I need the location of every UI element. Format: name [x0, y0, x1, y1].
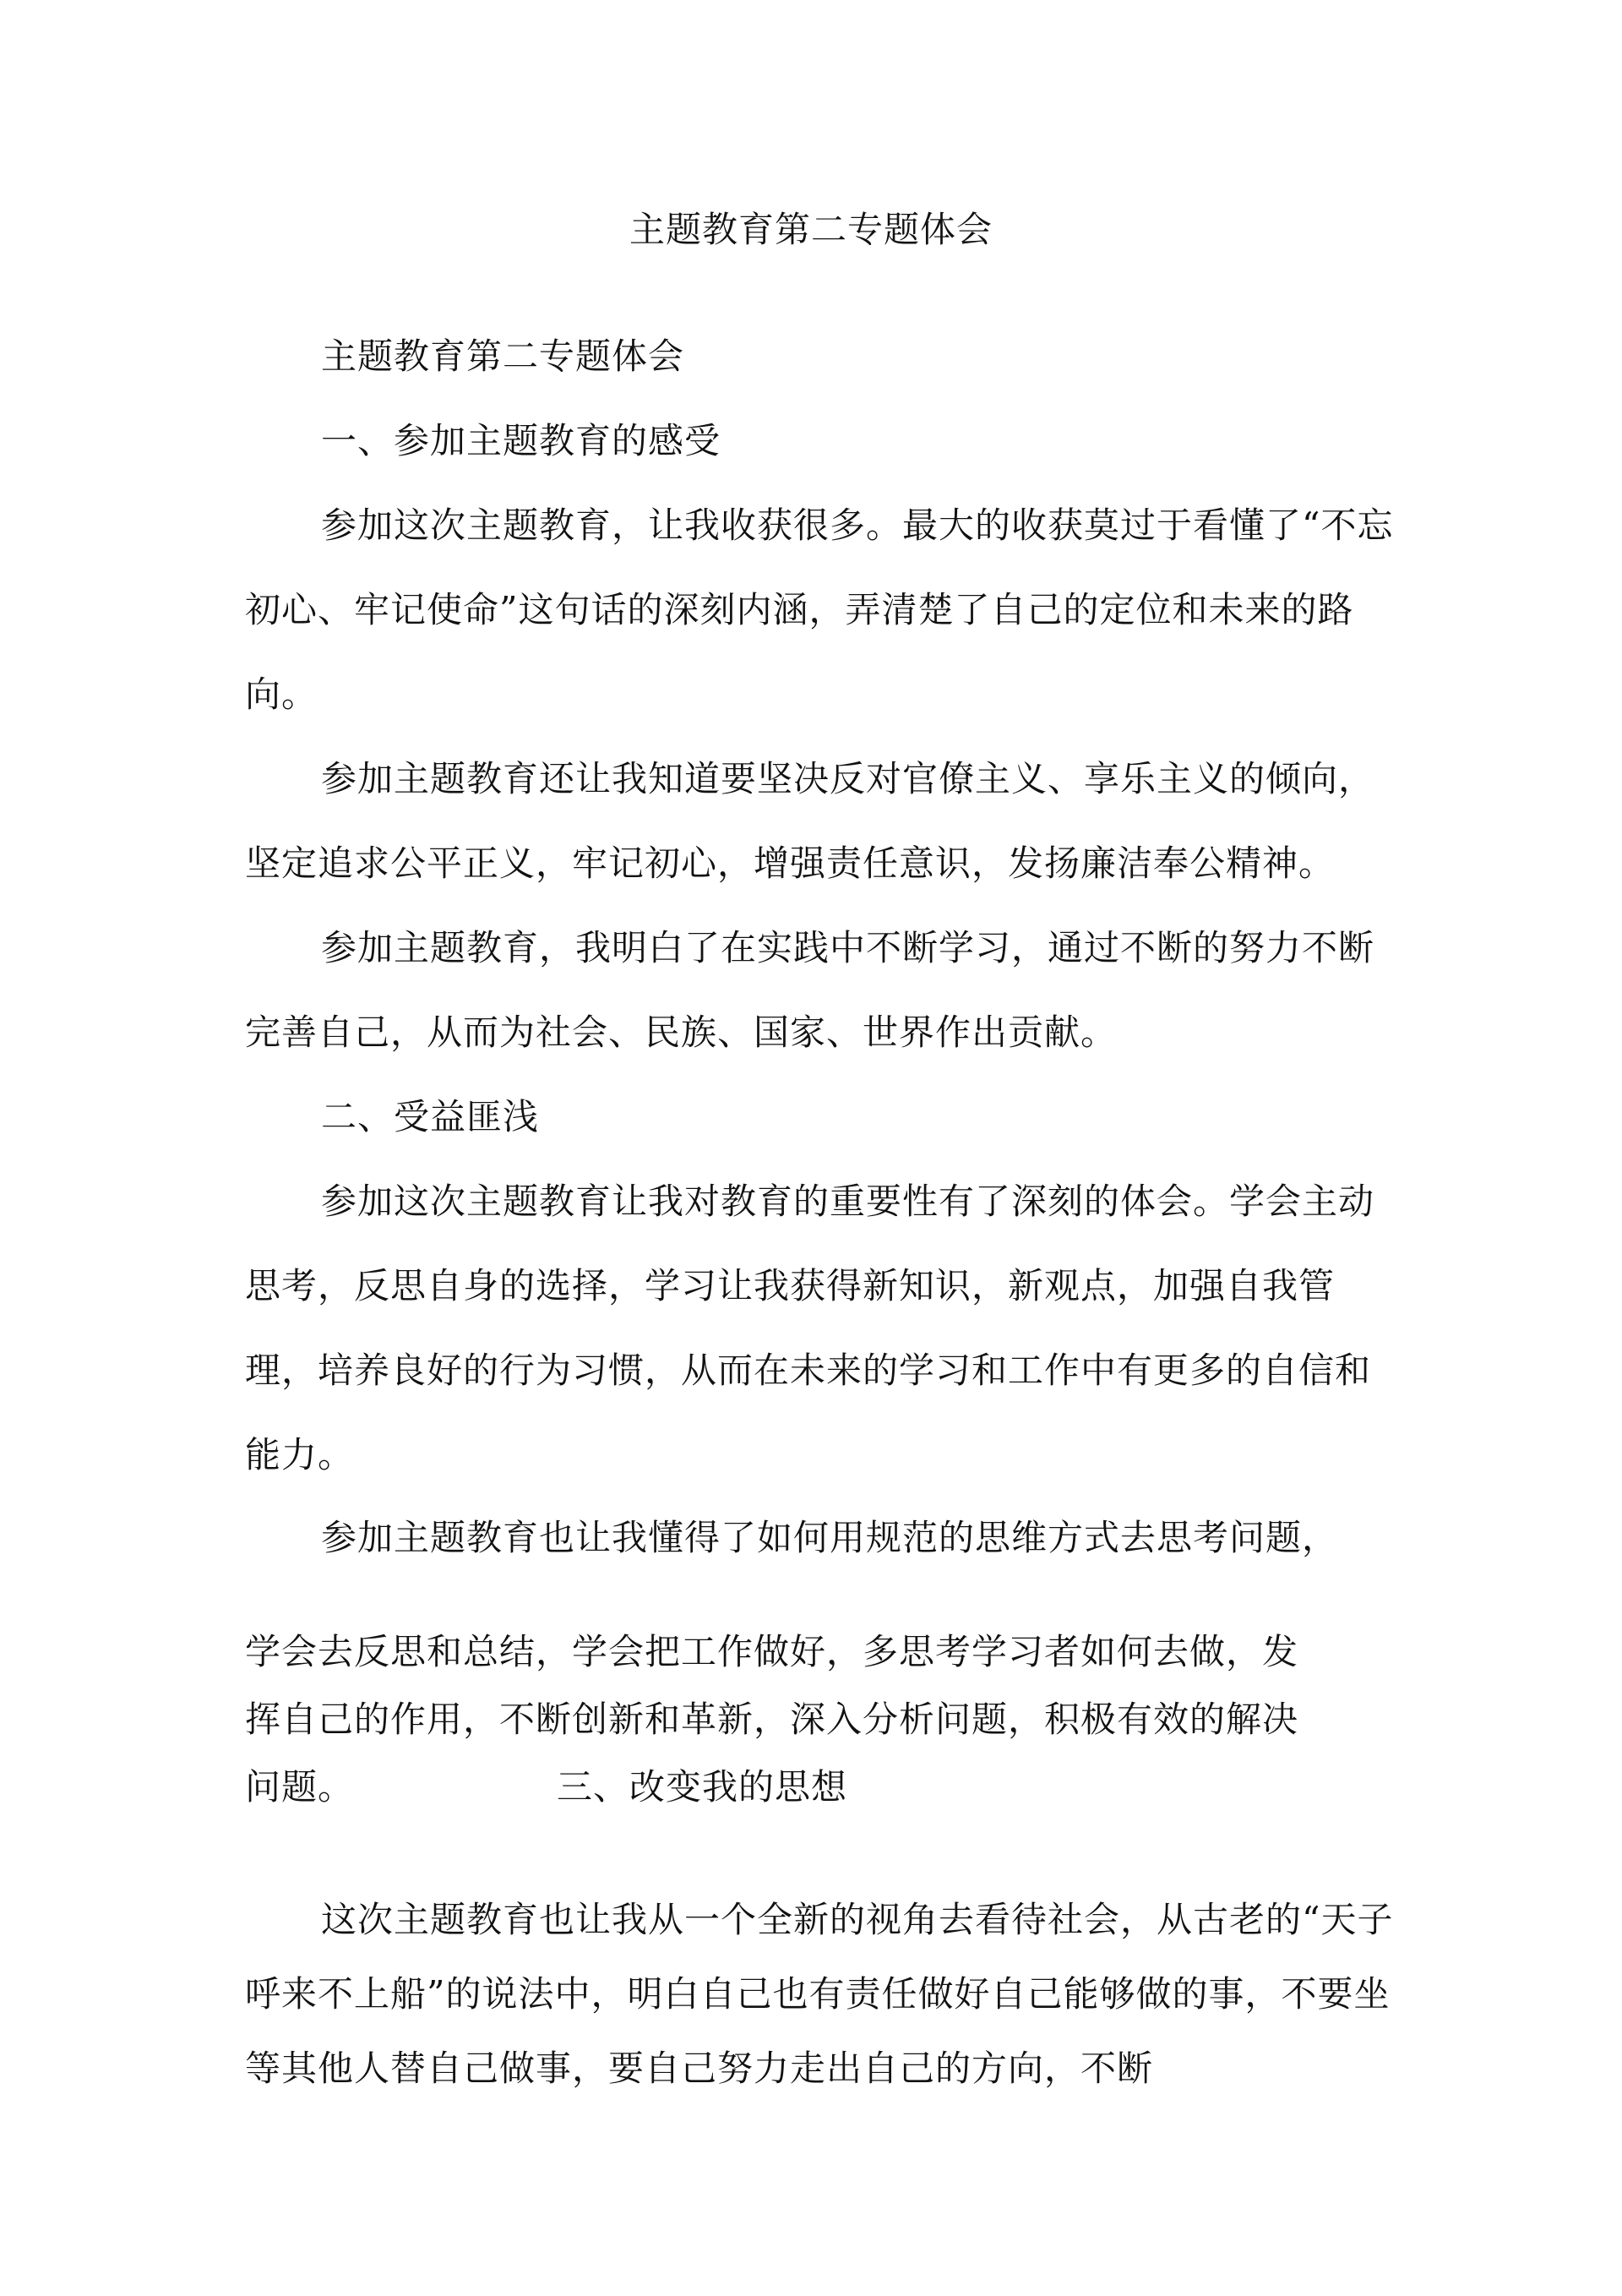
paragraph-6-end: 问题。 [245, 1766, 355, 1808]
paragraph-2: 参加主题教育还让我知道要坚决反对官僚主义、享乐主义的倾向，坚定追求公平正义，牢记初心，增强责任意识，发扬廉洁奉公精神。 [245, 758, 1375, 884]
paragraph-6-line-3 [245, 1762, 1428, 1813]
paragraph-4: 参加这次主题教育让我对教育的重要性有了深刻的体会。学会主动思考，反思自身的选择，学习让我获得新知识，新观点，加强自我管理，培养良好的行为习惯，从而在未来的学习和工作中有更多的自信和能力。 [245, 1181, 1375, 1475]
document-subtitle: 主题教育第二专题体会 [321, 335, 685, 377]
section-heading-2: 二、受益匪浅 [321, 1096, 540, 1137]
paragraph-5: 参加主题教育也让我懂得了如何用规范的思维方式去思考问题， [321, 1517, 1339, 1558]
paragraph-7: 这次主题教育也让我从一个全新的视角去看待社会，从古老的“天子呼来不上船”的说法中，明白自己也有责任做好自己能够做的事，不要坐等其他人替自己做事，要自己努力走出自己的方向，不断 [245, 1899, 1394, 2089]
paragraph-1: 参加这次主题教育，让我收获很多。最大的收获莫过于看懂了“不忘初心、牢记使命”这句话的深刻内涵，弄清楚了自己的定位和未来的路向。 [245, 504, 1394, 715]
paragraph-6-line-1: 学会去反思和总结，学会把工作做好，多思考学习者如何去做，发 [245, 1631, 1299, 1672]
paragraph-3: 参加主题教育，我明白了在实践中不断学习，通过不断的努力不断完善自己，从而为社会、民族、国家、世界作出贡献。 [245, 927, 1375, 1053]
paragraph-6-line-2: 挥自己的作用，不断创新和革新，深入分析问题，积极有效的解决 [245, 1699, 1299, 1740]
section-heading-1: 一、参加主题教育的感受 [321, 420, 721, 461]
document-title: 主题教育第二专题体会 [629, 209, 993, 250]
section-heading-3: 三、改变我的思想 [557, 1766, 848, 1808]
